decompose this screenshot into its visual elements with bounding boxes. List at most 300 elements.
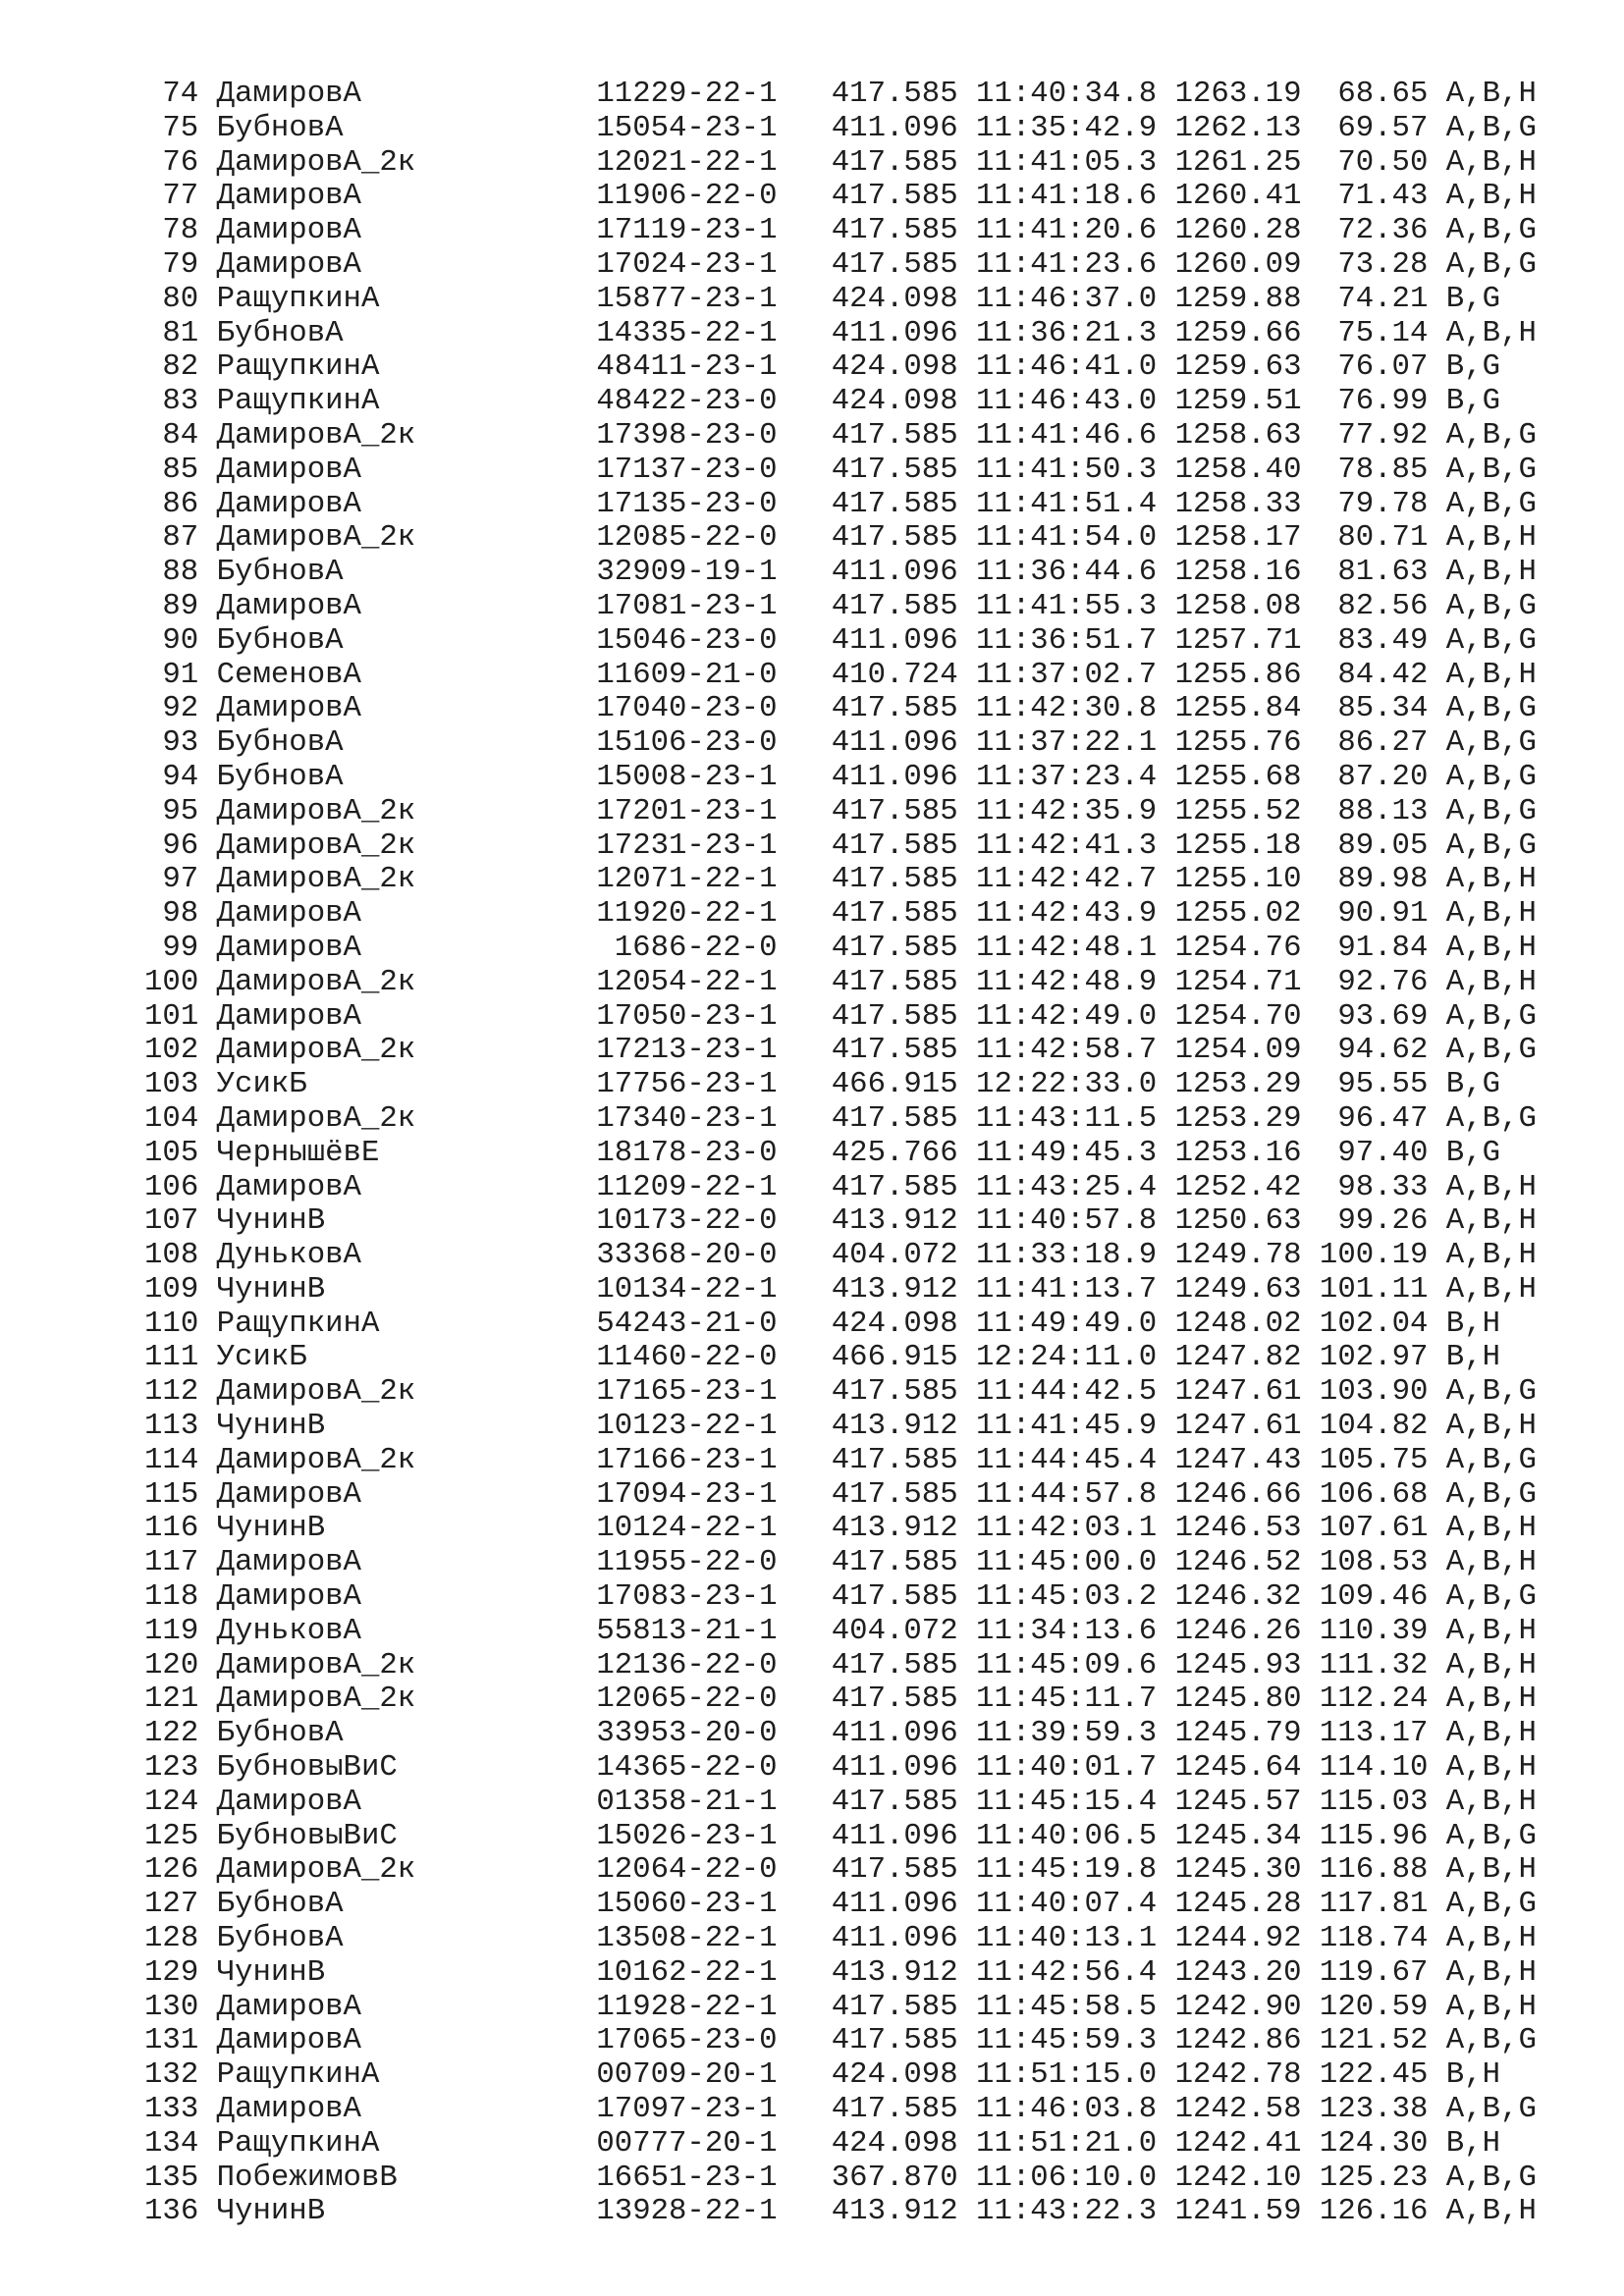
- table-row: [144, 1717, 1537, 1751]
- cell-name: БубновА: [216, 759, 344, 794]
- cell-groups: A,B,H: [1445, 1238, 1537, 1273]
- cell-id: 11229-22-1: [596, 77, 778, 111]
- cell-rank: 128: [144, 1921, 199, 1956]
- cell-distance: 413.912: [831, 2194, 958, 2229]
- table-row: [144, 1444, 1537, 1478]
- cell-score: 1242.86: [1174, 2023, 1302, 2058]
- cell-distance: 417.585: [831, 2023, 958, 2058]
- cell-distance: 417.585: [831, 1545, 958, 1580]
- cell-time: 11:42:03.1: [976, 1511, 1158, 1546]
- cell-groups: A,B,G: [1445, 1100, 1537, 1136]
- cell-percent: 79.78: [1337, 486, 1429, 521]
- cell-rank: 94: [162, 759, 199, 794]
- cell-rank: 115: [144, 1476, 199, 1512]
- table-row: [144, 761, 1537, 795]
- cell-name: РащупкинА: [216, 384, 380, 419]
- cell-percent: 108.53: [1319, 1545, 1429, 1580]
- cell-percent: 93.69: [1337, 998, 1429, 1034]
- cell-distance: 417.585: [831, 1169, 958, 1204]
- cell-percent: 106.68: [1319, 1476, 1429, 1512]
- table-row: [144, 897, 1537, 932]
- cell-rank: 101: [144, 998, 199, 1034]
- cell-rank: 129: [144, 1954, 199, 1990]
- cell-name: ДамировА: [216, 1784, 361, 1819]
- cell-score: 1253.29: [1174, 1067, 1302, 1102]
- table-row: [144, 1991, 1537, 2025]
- cell-groups: A,B,H: [1445, 1203, 1537, 1239]
- table-row: [144, 1649, 1537, 1683]
- cell-groups: A,B,G: [1445, 2092, 1537, 2127]
- cell-id: 10134-22-1: [596, 1271, 778, 1307]
- cell-rank: 102: [144, 1033, 199, 1068]
- cell-id: 11955-22-0: [596, 1545, 778, 1580]
- cell-distance: 417.585: [831, 1647, 958, 1682]
- cell-score: 1246.52: [1174, 1545, 1302, 1580]
- cell-percent: 115.96: [1319, 1818, 1429, 1853]
- cell-time: 11:43:11.5: [976, 1100, 1158, 1136]
- cell-groups: A,B,H: [1445, 1682, 1537, 1717]
- table-row: [144, 78, 1537, 112]
- cell-score: 1258.40: [1174, 452, 1302, 487]
- cell-rank: 93: [162, 725, 199, 761]
- cell-score: 1242.10: [1174, 2160, 1302, 2195]
- cell-time: 11:39:59.3: [976, 1716, 1158, 1751]
- cell-name: ЧунинВ: [216, 1271, 326, 1307]
- cell-name: ДуньковА: [216, 1238, 361, 1273]
- cell-percent: 115.03: [1319, 1784, 1429, 1819]
- cell-time: 11:44:57.8: [976, 1476, 1158, 1512]
- cell-percent: 84.42: [1337, 657, 1429, 692]
- cell-score: 1252.42: [1174, 1169, 1302, 1204]
- cell-rank: 136: [144, 2194, 199, 2229]
- table-row: [144, 1956, 1537, 1991]
- cell-distance: 417.585: [831, 1476, 958, 1512]
- cell-id: 15046-23-0: [596, 622, 778, 658]
- cell-rank: 111: [144, 1340, 199, 1375]
- table-row: [144, 2093, 1537, 2127]
- cell-rank: 116: [144, 1511, 199, 1546]
- table-row: [144, 1068, 1537, 1102]
- cell-percent: 105.75: [1319, 1442, 1429, 1477]
- cell-rank: 74: [162, 77, 199, 111]
- cell-groups: A,B,G: [1445, 110, 1537, 145]
- cell-score: 1246.66: [1174, 1476, 1302, 1512]
- table-row: [144, 1888, 1537, 1922]
- cell-id: 00777-20-1: [596, 2125, 778, 2161]
- cell-name: ДамировА: [216, 77, 361, 111]
- cell-score: 1250.63: [1174, 1203, 1302, 1239]
- cell-groups: A,B,G: [1445, 1476, 1537, 1512]
- cell-time: 11:41:20.6: [976, 213, 1158, 248]
- cell-groups: A,B,G: [1445, 1033, 1537, 1068]
- table-row: [144, 521, 1537, 556]
- cell-score: 1244.92: [1174, 1921, 1302, 1956]
- cell-name: ДамировА: [216, 2092, 361, 2127]
- cell-name: ДамировА: [216, 1545, 361, 1580]
- table-row: [144, 1410, 1537, 1444]
- cell-percent: 111.32: [1319, 1647, 1429, 1682]
- cell-id: 11928-22-1: [596, 1989, 778, 2024]
- cell-rank: 121: [144, 1682, 199, 1717]
- cell-rank: 117: [144, 1545, 199, 1580]
- cell-time: 11:42:30.8: [976, 691, 1158, 726]
- cell-percent: 91.84: [1337, 930, 1429, 965]
- cell-score: 1246.26: [1174, 1613, 1302, 1648]
- cell-distance: 413.912: [831, 1271, 958, 1307]
- cell-percent: 114.10: [1319, 1750, 1429, 1786]
- cell-score: 1245.93: [1174, 1647, 1302, 1682]
- cell-groups: A,B,G: [1445, 2160, 1537, 2195]
- cell-name: ДамировА: [216, 691, 361, 726]
- cell-id: 18178-23-0: [596, 1135, 778, 1170]
- table-row: [144, 1171, 1537, 1205]
- cell-name: ДуньковА: [216, 1613, 361, 1648]
- cell-groups: B,H: [1445, 1340, 1501, 1375]
- cell-name: ДамировА: [216, 1989, 361, 2024]
- cell-distance: 424.098: [831, 349, 958, 385]
- cell-rank: 92: [162, 691, 199, 726]
- cell-name: ДамировА: [216, 1476, 361, 1512]
- cell-percent: 113.17: [1319, 1716, 1429, 1751]
- cell-name: ЧунинВ: [216, 1954, 326, 1990]
- cell-distance: 417.585: [831, 862, 958, 897]
- cell-score: 1242.41: [1174, 2125, 1302, 2161]
- cell-distance: 424.098: [831, 281, 958, 316]
- cell-distance: 413.912: [831, 1409, 958, 1444]
- cell-name: БубновыВиС: [216, 1818, 398, 1853]
- cell-distance: 417.585: [831, 588, 958, 623]
- table-row: [144, 214, 1537, 248]
- cell-time: 11:45:11.7: [976, 1682, 1158, 1717]
- cell-name: БубновА: [216, 622, 344, 658]
- table-row: [144, 1682, 1537, 1717]
- cell-time: 11:49:49.0: [976, 1306, 1158, 1341]
- cell-distance: 417.585: [831, 1374, 958, 1410]
- cell-time: 11:41:45.9: [976, 1409, 1158, 1444]
- cell-rank: 90: [162, 622, 199, 658]
- cell-name: ЧунинВ: [216, 1203, 326, 1239]
- table-row: [144, 1512, 1537, 1546]
- cell-id: 12054-22-1: [596, 964, 778, 999]
- cell-score: 1259.51: [1174, 384, 1302, 419]
- cell-distance: 417.585: [831, 691, 958, 726]
- cell-score: 1255.84: [1174, 691, 1302, 726]
- cell-rank: 107: [144, 1203, 199, 1239]
- cell-rank: 120: [144, 1647, 199, 1682]
- cell-groups: A,B,G: [1445, 759, 1537, 794]
- cell-rank: 104: [144, 1100, 199, 1136]
- table-row: [144, 248, 1537, 283]
- cell-name: БубновА: [216, 1716, 344, 1751]
- cell-groups: A,B,H: [1445, 1613, 1537, 1648]
- cell-rank: 108: [144, 1238, 199, 1273]
- cell-rank: 98: [162, 896, 199, 932]
- cell-id: 15106-23-0: [596, 725, 778, 761]
- cell-groups: A,B,G: [1445, 2023, 1537, 2058]
- cell-distance: 411.096: [831, 622, 958, 658]
- cell-id: 17398-23-0: [596, 417, 778, 453]
- cell-percent: 118.74: [1319, 1921, 1429, 1956]
- cell-percent: 82.56: [1337, 588, 1429, 623]
- cell-percent: 80.71: [1337, 520, 1429, 556]
- cell-time: 11:34:13.6: [976, 1613, 1158, 1648]
- cell-name: ДамировА: [216, 452, 361, 487]
- cell-rank: 96: [162, 828, 199, 863]
- cell-time: 11:40:13.1: [976, 1921, 1158, 1956]
- cell-rank: 113: [144, 1409, 199, 1444]
- cell-time: 11:41:18.6: [976, 179, 1158, 214]
- cell-groups: B,H: [1445, 2125, 1501, 2161]
- cell-rank: 100: [144, 964, 199, 999]
- table-row: [144, 488, 1537, 522]
- cell-score: 1258.33: [1174, 486, 1302, 521]
- cell-distance: 417.585: [831, 144, 958, 180]
- cell-name: ДамировА: [216, 213, 361, 248]
- cell-rank: 125: [144, 1818, 199, 1853]
- cell-percent: 99.26: [1337, 1203, 1429, 1239]
- cell-distance: 411.096: [831, 315, 958, 350]
- cell-score: 1257.71: [1174, 622, 1302, 658]
- cell-percent: 92.76: [1337, 964, 1429, 999]
- cell-time: 11:37:02.7: [976, 657, 1158, 692]
- cell-score: 1247.82: [1174, 1340, 1302, 1375]
- cell-name: ДамировА: [216, 486, 361, 521]
- table-row: [144, 556, 1537, 590]
- cell-distance: 417.585: [831, 213, 958, 248]
- cell-id: 17166-23-1: [596, 1442, 778, 1477]
- cell-rank: 77: [162, 179, 199, 214]
- cell-groups: A,B,H: [1445, 1989, 1537, 2024]
- cell-time: 11:41:50.3: [976, 452, 1158, 487]
- cell-rank: 109: [144, 1271, 199, 1307]
- cell-groups: A,B,H: [1445, 1511, 1537, 1546]
- cell-groups: A,B,G: [1445, 1374, 1537, 1410]
- cell-score: 1245.28: [1174, 1887, 1302, 1922]
- cell-percent: 101.11: [1319, 1271, 1429, 1307]
- cell-name: ДамировА: [216, 246, 361, 282]
- cell-percent: 87.20: [1337, 759, 1429, 794]
- cell-distance: 417.585: [831, 930, 958, 965]
- cell-id: 14365-22-0: [596, 1750, 778, 1786]
- cell-name: ДамировА: [216, 2023, 361, 2058]
- cell-percent: 102.04: [1319, 1306, 1429, 1341]
- cell-rank: 99: [162, 930, 199, 965]
- cell-rank: 79: [162, 246, 199, 282]
- cell-id: 17340-23-1: [596, 1100, 778, 1136]
- table-row: [144, 112, 1537, 146]
- cell-distance: 466.915: [831, 1067, 958, 1102]
- cell-groups: A,B,G: [1445, 725, 1537, 761]
- cell-time: 11:42:43.9: [976, 896, 1158, 932]
- cell-percent: 96.47: [1337, 1100, 1429, 1136]
- cell-name: ДамировА_2к: [216, 862, 416, 897]
- cell-time: 11:37:22.1: [976, 725, 1158, 761]
- cell-groups: A,B,H: [1445, 1921, 1537, 1956]
- table-row: [144, 1204, 1537, 1239]
- cell-id: 32909-19-1: [596, 555, 778, 590]
- cell-distance: 425.766: [831, 1135, 958, 1170]
- cell-percent: 95.55: [1337, 1067, 1429, 1102]
- table-row: [144, 863, 1537, 897]
- table-row: [144, 454, 1537, 488]
- cell-distance: 417.585: [831, 793, 958, 828]
- cell-groups: A,B,H: [1445, 77, 1537, 111]
- cell-time: 11:36:51.7: [976, 622, 1158, 658]
- cell-id: 33953-20-0: [596, 1716, 778, 1751]
- cell-distance: 417.585: [831, 1682, 958, 1717]
- cell-groups: A,B,H: [1445, 1409, 1537, 1444]
- cell-time: 11:42:58.7: [976, 1033, 1158, 1068]
- cell-groups: B,G: [1445, 384, 1501, 419]
- cell-score: 1243.20: [1174, 1954, 1302, 1990]
- cell-distance: 411.096: [831, 110, 958, 145]
- cell-groups: A,B,H: [1445, 930, 1537, 965]
- cell-distance: 424.098: [831, 2125, 958, 2161]
- cell-groups: A,B,H: [1445, 1169, 1537, 1204]
- cell-id: 17097-23-1: [596, 2092, 778, 2127]
- cell-id: 17137-23-0: [596, 452, 778, 487]
- cell-rank: 106: [144, 1169, 199, 1204]
- cell-groups: A,B,G: [1445, 1887, 1537, 1922]
- cell-rank: 132: [144, 2057, 199, 2093]
- cell-distance: 466.915: [831, 1340, 958, 1375]
- cell-groups: A,B,G: [1445, 452, 1537, 487]
- cell-id: 14335-22-1: [596, 315, 778, 350]
- cell-score: 1242.78: [1174, 2057, 1302, 2093]
- cell-id: 11906-22-0: [596, 179, 778, 214]
- table-row: [144, 1273, 1537, 1308]
- cell-name: ДамировА: [216, 1169, 361, 1204]
- cell-name: ДамировА_2к: [216, 964, 416, 999]
- table-row: [144, 385, 1537, 419]
- cell-groups: A,B,H: [1445, 896, 1537, 932]
- table-row: [144, 1034, 1537, 1068]
- cell-distance: 417.585: [831, 1100, 958, 1136]
- cell-time: 11:42:35.9: [976, 793, 1158, 828]
- cell-percent: 107.61: [1319, 1511, 1429, 1546]
- cell-time: 11:41:23.6: [976, 246, 1158, 282]
- cell-time: 11:06:10.0: [976, 2160, 1158, 2195]
- cell-id: 17081-23-1: [596, 588, 778, 623]
- cell-name: ДамировА: [216, 179, 361, 214]
- cell-id: 15054-23-1: [596, 110, 778, 145]
- cell-distance: 410.724: [831, 657, 958, 692]
- cell-time: 11:45:00.0: [976, 1545, 1158, 1580]
- cell-rank: 122: [144, 1716, 199, 1751]
- cell-percent: 76.07: [1337, 349, 1429, 385]
- cell-name: ДамировА_2к: [216, 793, 416, 828]
- table-row: [144, 1239, 1537, 1273]
- cell-time: 11:42:41.3: [976, 828, 1158, 863]
- cell-id: 33368-20-0: [596, 1238, 778, 1273]
- cell-percent: 77.92: [1337, 417, 1429, 453]
- table-row: [144, 590, 1537, 624]
- cell-rank: 103: [144, 1067, 199, 1102]
- cell-score: 1254.76: [1174, 930, 1302, 965]
- cell-distance: 424.098: [831, 1306, 958, 1341]
- cell-name: ЧунинВ: [216, 1409, 326, 1444]
- cell-distance: 417.585: [831, 77, 958, 111]
- cell-score: 1255.18: [1174, 828, 1302, 863]
- cell-percent: 70.50: [1337, 144, 1429, 180]
- cell-distance: 417.585: [831, 486, 958, 521]
- cell-name: РащупкинА: [216, 1306, 380, 1341]
- cell-groups: A,B,H: [1445, 657, 1537, 692]
- cell-id: 17040-23-0: [596, 691, 778, 726]
- cell-percent: 88.13: [1337, 793, 1429, 828]
- cell-name: ДамировА_2к: [216, 1647, 416, 1682]
- cell-percent: 119.67: [1319, 1954, 1429, 1990]
- cell-id: 11920-22-1: [596, 896, 778, 932]
- cell-id: 10123-22-1: [596, 1409, 778, 1444]
- cell-distance: 413.912: [831, 1203, 958, 1239]
- cell-percent: 78.85: [1337, 452, 1429, 487]
- cell-percent: 73.28: [1337, 246, 1429, 282]
- cell-distance: 417.585: [831, 964, 958, 999]
- cell-percent: 122.45: [1319, 2057, 1429, 2093]
- cell-id: 15060-23-1: [596, 1887, 778, 1922]
- cell-id: 17231-23-1: [596, 828, 778, 863]
- cell-id: 48411-23-1: [596, 349, 778, 385]
- cell-percent: 74.21: [1337, 281, 1429, 316]
- cell-id: 16651-23-1: [596, 2160, 778, 2195]
- cell-score: 1253.29: [1174, 1100, 1302, 1136]
- cell-name: ДамировА_2к: [216, 1033, 416, 1068]
- cell-rank: 85: [162, 452, 199, 487]
- table-row: [144, 2127, 1537, 2162]
- cell-distance: 417.585: [831, 828, 958, 863]
- cell-score: 1245.79: [1174, 1716, 1302, 1751]
- cell-id: 15026-23-1: [596, 1818, 778, 1853]
- cell-id: 10162-22-1: [596, 1954, 778, 1990]
- cell-distance: 417.585: [831, 1442, 958, 1477]
- cell-rank: 89: [162, 588, 199, 623]
- cell-time: 11:44:45.4: [976, 1442, 1158, 1477]
- table-row: [144, 1580, 1537, 1615]
- cell-time: 11:44:42.5: [976, 1374, 1158, 1410]
- cell-score: 1245.30: [1174, 1852, 1302, 1888]
- cell-rank: 76: [162, 144, 199, 180]
- cell-name: БубновыВиС: [216, 1750, 398, 1786]
- cell-id: 15008-23-1: [596, 759, 778, 794]
- cell-name: БубновА: [216, 315, 344, 350]
- cell-name: БубновА: [216, 1887, 344, 1922]
- cell-score: 1245.80: [1174, 1682, 1302, 1717]
- cell-time: 11:40:06.5: [976, 1818, 1158, 1853]
- cell-score: 1259.63: [1174, 349, 1302, 385]
- cell-time: 11:46:03.8: [976, 2092, 1158, 2127]
- cell-id: 12085-22-0: [596, 520, 778, 556]
- table-row: [144, 1786, 1537, 1820]
- cell-percent: 81.63: [1337, 555, 1429, 590]
- cell-name: БубновА: [216, 110, 344, 145]
- table-row: [144, 829, 1537, 864]
- cell-groups: A,B,G: [1445, 622, 1537, 658]
- cell-time: 11:49:45.3: [976, 1135, 1158, 1170]
- cell-rank: 134: [144, 2125, 199, 2161]
- cell-time: 11:42:42.7: [976, 862, 1158, 897]
- cell-time: 11:40:07.4: [976, 1887, 1158, 1922]
- table-row: [144, 1922, 1537, 1956]
- cell-time: 11:45:03.2: [976, 1579, 1158, 1615]
- cell-time: 11:41:46.6: [976, 417, 1158, 453]
- cell-distance: 417.585: [831, 1989, 958, 2024]
- cell-name: ДамировА_2к: [216, 1442, 416, 1477]
- cell-rank: 131: [144, 2023, 199, 2058]
- table-row: [144, 932, 1537, 966]
- cell-distance: 413.912: [831, 1511, 958, 1546]
- cell-name: РащупкинА: [216, 281, 380, 316]
